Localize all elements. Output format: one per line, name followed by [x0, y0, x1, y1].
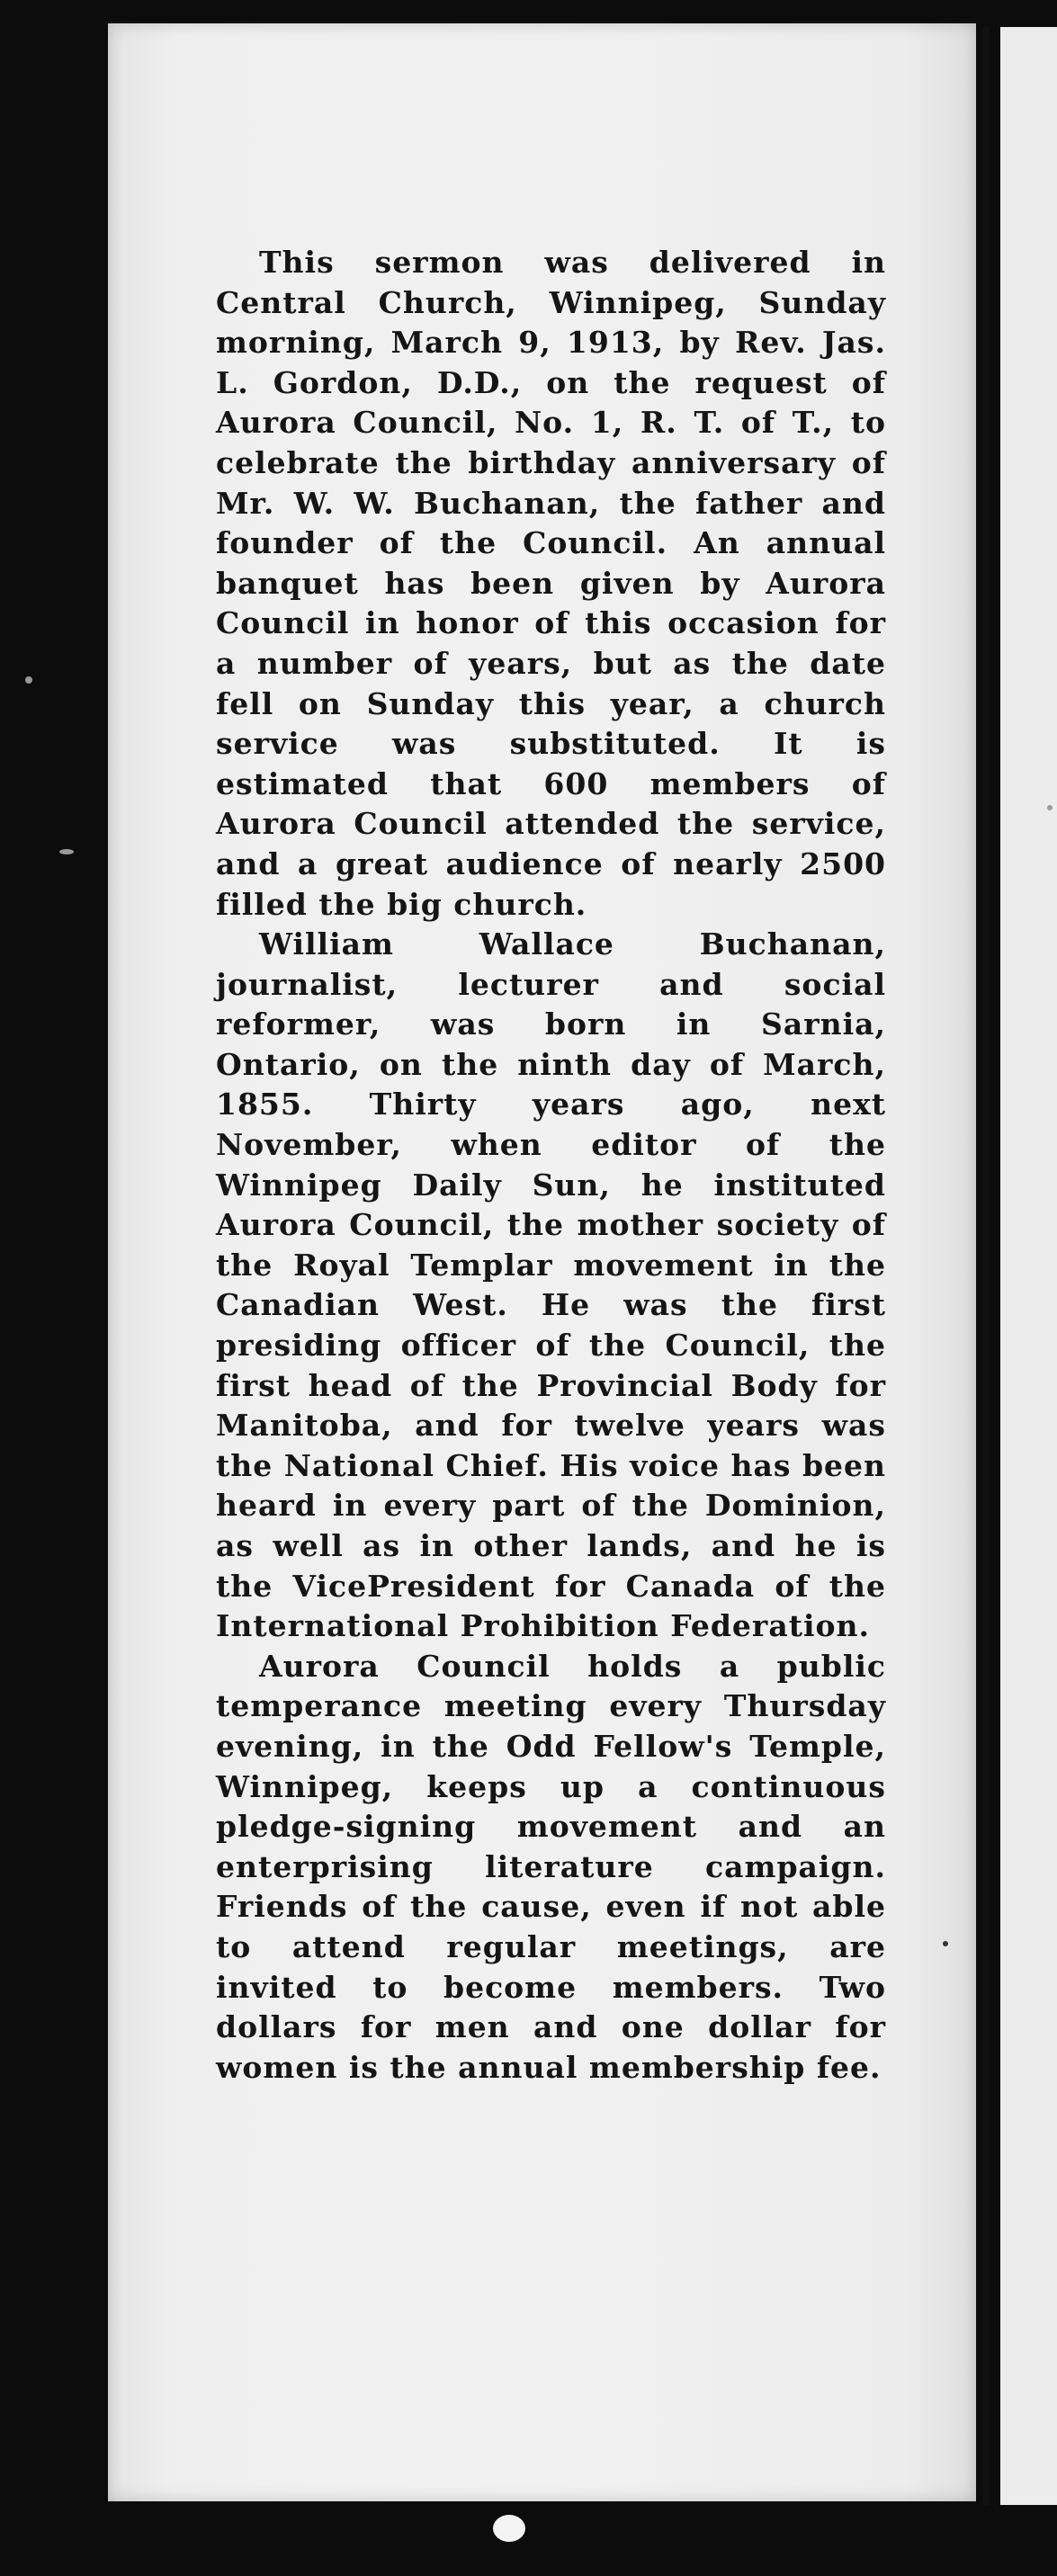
intro-paragraph: This sermon was delivered in Central Church, Winnipeg, Sunday morning, March 9, 1913, by Rev. Jas. L. Gordon, D.D., on the request of Aurora Council, No. 1, R. T. of T., to celebrate the birthday anniversary of Mr. W. W. Buchanan, the father and founder of the Council. An annual banquet has been given by Aurora Council in honor of this occasion for a number of years, but as the date fell on Sunday this year, a church service was substituted. It is estimated that 600 members of Aurora Council attended the service, and a great audience of nearly 2500 filled the big church. — [216, 245, 886, 922]
membership-paragraph: Aurora Council holds a public temperance meeting every Thursday evening, in the Odd Fellow's Temple, Winnipeg, keeps up a continuous pledge-signing movement and an enterprising literature campaign. Friends of the cause, even if not able to attend regular meetings, are invited to become members. Two dollars for men and one dollar for women is the annual membership fee. — [216, 1648, 886, 2085]
dust-speck — [943, 1941, 948, 1946]
dust-speck — [59, 849, 74, 854]
paper-blemish — [493, 2515, 525, 2542]
dust-speck — [1047, 805, 1053, 810]
dust-speck — [25, 676, 32, 684]
biography-paragraph: William Wallace Buchanan, journalist, lecturer and social reformer, was born in Sarnia, Ontario, on the ninth day of March, 1855. Thirty years ago, next November, when editor of the Winnipeg Daily Sun, he instituted Aurora Council, the mother society of the Royal Templar movement in the Canadian West. He was the first presiding officer of the Council, the first head of the Provincial Body for Manitoba, and for twelve years was the National Chief. His voice has been heard in every part of the Dominion, as well as in other lands, and he is the VicePresident for Canada of the International Prohibition Federation. — [216, 926, 886, 1644]
adjacent-page-strip — [1000, 27, 1057, 2505]
column-divider — [982, 27, 990, 2505]
article-text — [216, 243, 886, 2088]
